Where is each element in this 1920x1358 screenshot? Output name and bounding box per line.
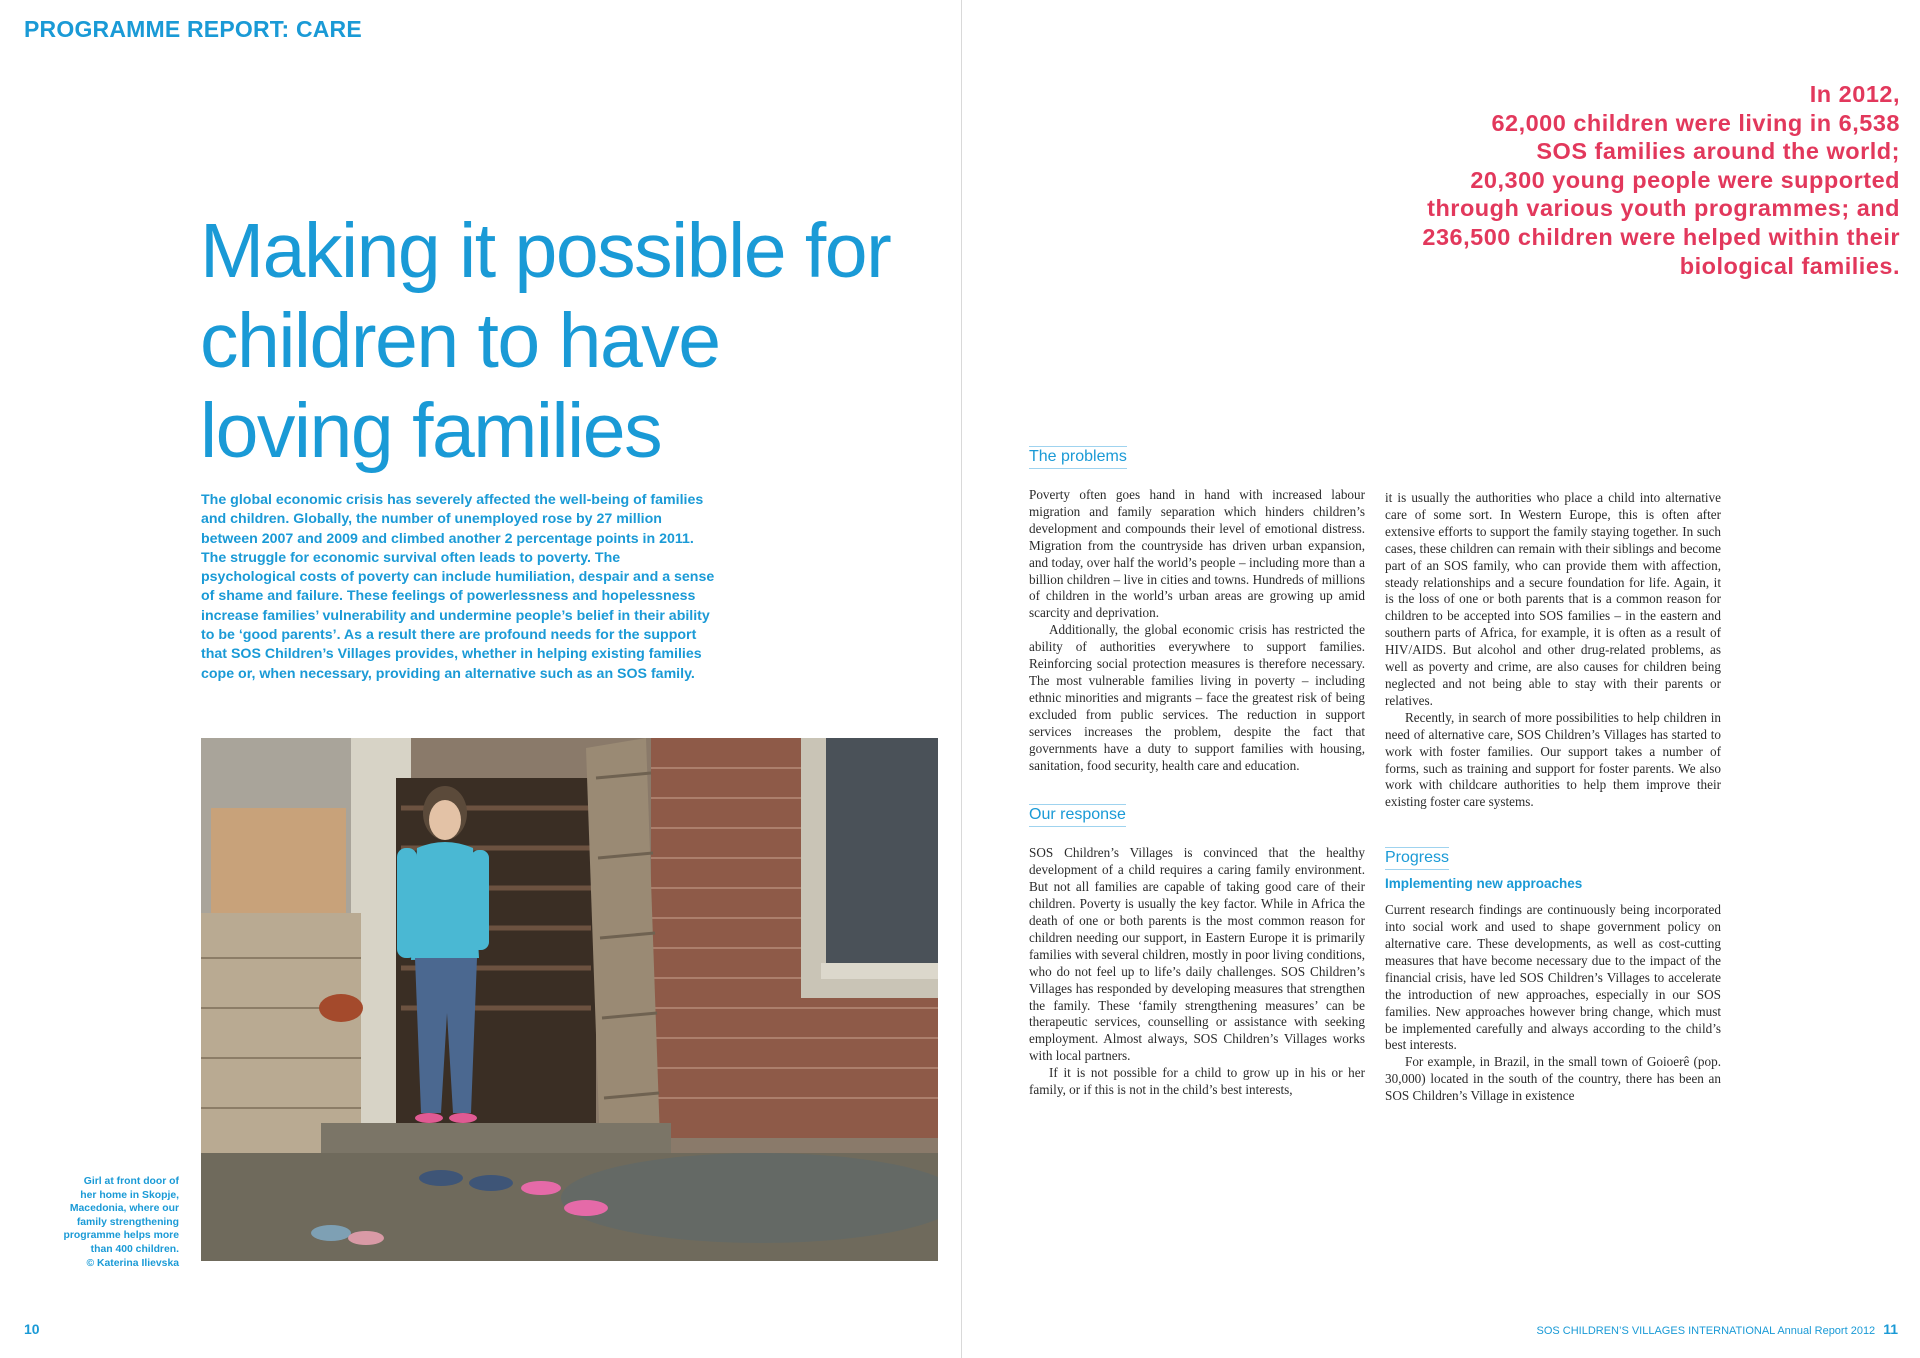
- pull-quote-line: biological families.: [1679, 252, 1900, 279]
- care-paragraph-2: Recently, in search of more possibilities to help children in need of alternative care, SOS Children’s Villages has started to work with foster families. Our support takes a number of forms, such as training and support for foster parents. We also work with childcare authorities to help them improve their existing foster care systems.: [1385, 709, 1721, 810]
- pull-quote-line: In 2012,: [1809, 81, 1900, 107]
- text-column-2: [1385, 490, 1721, 1105]
- caption-credit: © Katerina Ilievska: [86, 1257, 179, 1269]
- caption-line: family strengthening: [76, 1216, 179, 1228]
- text-column-1: [1029, 446, 1365, 1099]
- caption-line: her home in Skopje,: [80, 1189, 179, 1201]
- problems-paragraph-2: Additionally, the global economic crisis has restricted the ability of authorities everywhere to support families. Reinforcing social protection measures is therefore necessary. The most vulnerable families living in poverty – including ethnic minorities and migrants – face the greatest risk of being excluded from public services. The reduction in support services increases the problem, despite the fact that governments have a duty to support families with housing, sanitation, food security, health care and education.: [1029, 622, 1365, 773]
- page-footer: [1536, 1321, 1898, 1337]
- page-number: 11: [1883, 1321, 1898, 1337]
- page-title: Making it possible for children to have loving families: [200, 208, 891, 474]
- section-label: PROGRAMME REPORT: CARE: [24, 16, 362, 42]
- caption-line: Macedonia, where our: [69, 1203, 179, 1215]
- response-paragraph-1: SOS Children’s Villages is convinced that the healthy development of a child requires a caring family environment. But not all families are capable of taking good care of their children. Poverty is usually the key factor. While in Africa the death of one or both parents is the most common reason for children needing our support, in Eastern Europe it is primarily families with several children, mostly in poor living conditions, who do not feel up to life’s daily challenges. SOS Children’s Villages has responded by developing measures that strengthen the family. These ‘family strengthening measures’ can be therapeutic services, counselling or assistance with seeking employment. Almost always, SOS Children’s Villages works with local partners.: [1029, 845, 1365, 1064]
- intro-paragraph: The global economic crisis has severely affected the well-being of families and children. Globally, the number of unemployed rose by 27 million between 2007 and 2009 and climbed another 2 percentage points in 2011. The struggle for economic survival often leads to poverty. The psychological costs of poverty can include humiliation, despair and a sense of shame and failure. These feelings of powerlessness and hopelessness increase families’ vulnerability and undermine people’s belief in their ability to be ‘good parents’. As a result there are profound needs for the support that SOS Children’s Villages provides, whether in helping existing families cope or, when necessary, providing an alternative such as an SOS family.: [201, 492, 715, 682]
- pull-quote-line: 62,000 children were living in 6,538: [1491, 109, 1900, 136]
- progress-paragraph-1: Current research findings are continuously being incorporated into social work and used to shape government policy on alternative care. These developments, as well as cost-cutting measures that have become necessary due to the impact of the financial crisis, have led SOS Children’s Villages to accelerate the introduction of new approaches, especially in our SOS families. New approaches however bring change, which must be implemented carefully and always according to the child’s best interests.: [1385, 902, 1721, 1053]
- pull-quote-line: 20,300 young people were supported: [1470, 166, 1900, 193]
- heading-the-problems: The problems: [1029, 446, 1127, 469]
- caption-line: Girl at front door of: [83, 1176, 179, 1187]
- running-title: SOS CHILDREN’S VILLAGES INTERNATIONAL Annual Report 2012: [1536, 1325, 1876, 1337]
- photo-girl-at-door: [201, 738, 938, 1261]
- problems-paragraph-1: Poverty often goes hand in hand with increased labour migration and family separation which hinders children’s development and compounds their level of emotional distress. Migration from the countryside has driven urban expansion, and today, over half the world’s people – including more than a billion children – live in cities and towns. Hundreds of millions of children in the world’s urban areas are growing up amid scarcity and deprivation.: [1029, 487, 1365, 621]
- pull-quote: [1180, 80, 1900, 280]
- heading-progress: Progress: [1385, 847, 1449, 870]
- photo-caption: [60, 1175, 179, 1270]
- care-paragraph-1: it is usually the authorities who place a child into alternative care of some sort. In Western Europe, this is often after extensive efforts to support the family staying together. In such cases, these children can remain with their siblings and become part of an SOS family, who can provide them with affection, steady relationships and a secure foundation for life. Again, it is the loss of one or both parents that is a common reason for children to be accepted into SOS families – in the eastern and southern parts of Africa, for example, it is often as a result of HIV/AIDS. But alcohol and other drug-related problems, as well as poverty and crime, are also causes for children being neglected and not being able to stay with their parents or relatives.: [1385, 490, 1721, 708]
- response-paragraph-2: If it is not possible for a child to grow up in his or her family, or if this is not in the child’s best interests,: [1029, 1065, 1365, 1098]
- pull-quote-line: SOS families around the world;: [1536, 138, 1900, 165]
- caption-line: programme helps more: [63, 1230, 179, 1242]
- right-page: [962, 0, 1920, 1358]
- progress-paragraph-2: For example, in Brazil, in the small town of Goioerê (pop. 30,000) located in the south of the country, there has been an SOS Children’s Village in existence: [1385, 1054, 1721, 1104]
- page-number: 10: [24, 1321, 40, 1337]
- subheading-new-approaches: Implementing new approaches: [1385, 876, 1583, 892]
- heading-our-response: Our response: [1029, 804, 1126, 827]
- caption-line: than 400 children.: [90, 1243, 179, 1255]
- pull-quote-line: through various youth programmes; and: [1427, 195, 1900, 222]
- pull-quote-line: 236,500 children were helped within their: [1422, 223, 1900, 250]
